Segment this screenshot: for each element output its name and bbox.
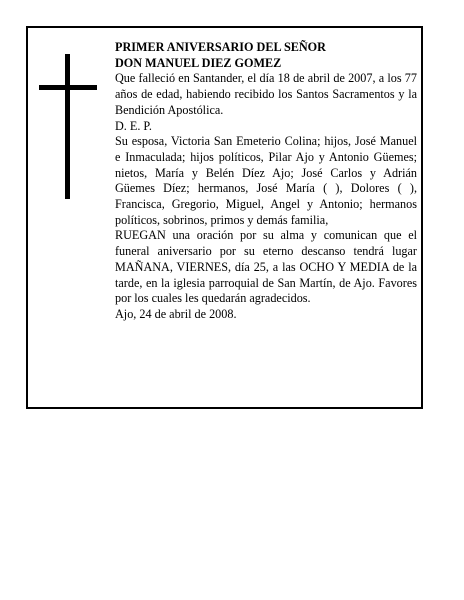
notice-dep: D. E. P. [115, 118, 152, 133]
notice-death-paragraph: Que falleció en Santander, el día 18 de abril de 2007, a los 77 años de edad, habiendo recibido los Santos Sacramentos y la Bendición Apostólica. [115, 71, 417, 117]
cross-horizontal-bar [39, 85, 97, 90]
notice-title-line2: DON MANUEL DIEZ GOMEZ [115, 55, 282, 70]
notice-family-paragraph: Su esposa, Victoria San Emeterio Colina; hijos, José Manuel e Inmaculada; hijos políticos, Pilar Ajo y Antonio Güemes; nietos, María y Belén Díez Ajo; José Carlos y Adrián Güemes Díez; hermanos, José María ( ), Dolores ( ), Francisca, Gregorio, Miguel, Angel y Antonio; hermanos políticos, sobrinos, primos y demás familia, [115, 134, 417, 227]
notice-date-line: Ajo, 24 de abril de 2008. [115, 306, 237, 321]
cross-vertical-bar [65, 54, 70, 199]
obituary-notice [26, 26, 423, 409]
notice-text [115, 40, 417, 323]
latin-cross-icon [39, 54, 97, 199]
notice-request-paragraph: RUEGAN una oración por su alma y comunican que el funeral aniversario por su eterno descanso tendrá lugar MAÑANA, VIERNES, día 25, a las OCHO Y MEDIA de la tarde, en la iglesia parroquial de San Martín, de Ajo. Favores por los cuales les quedarán agradecidos. [115, 228, 417, 306]
notice-title-line1: PRIMER ANIVERSARIO DEL SEÑOR [115, 40, 326, 54]
